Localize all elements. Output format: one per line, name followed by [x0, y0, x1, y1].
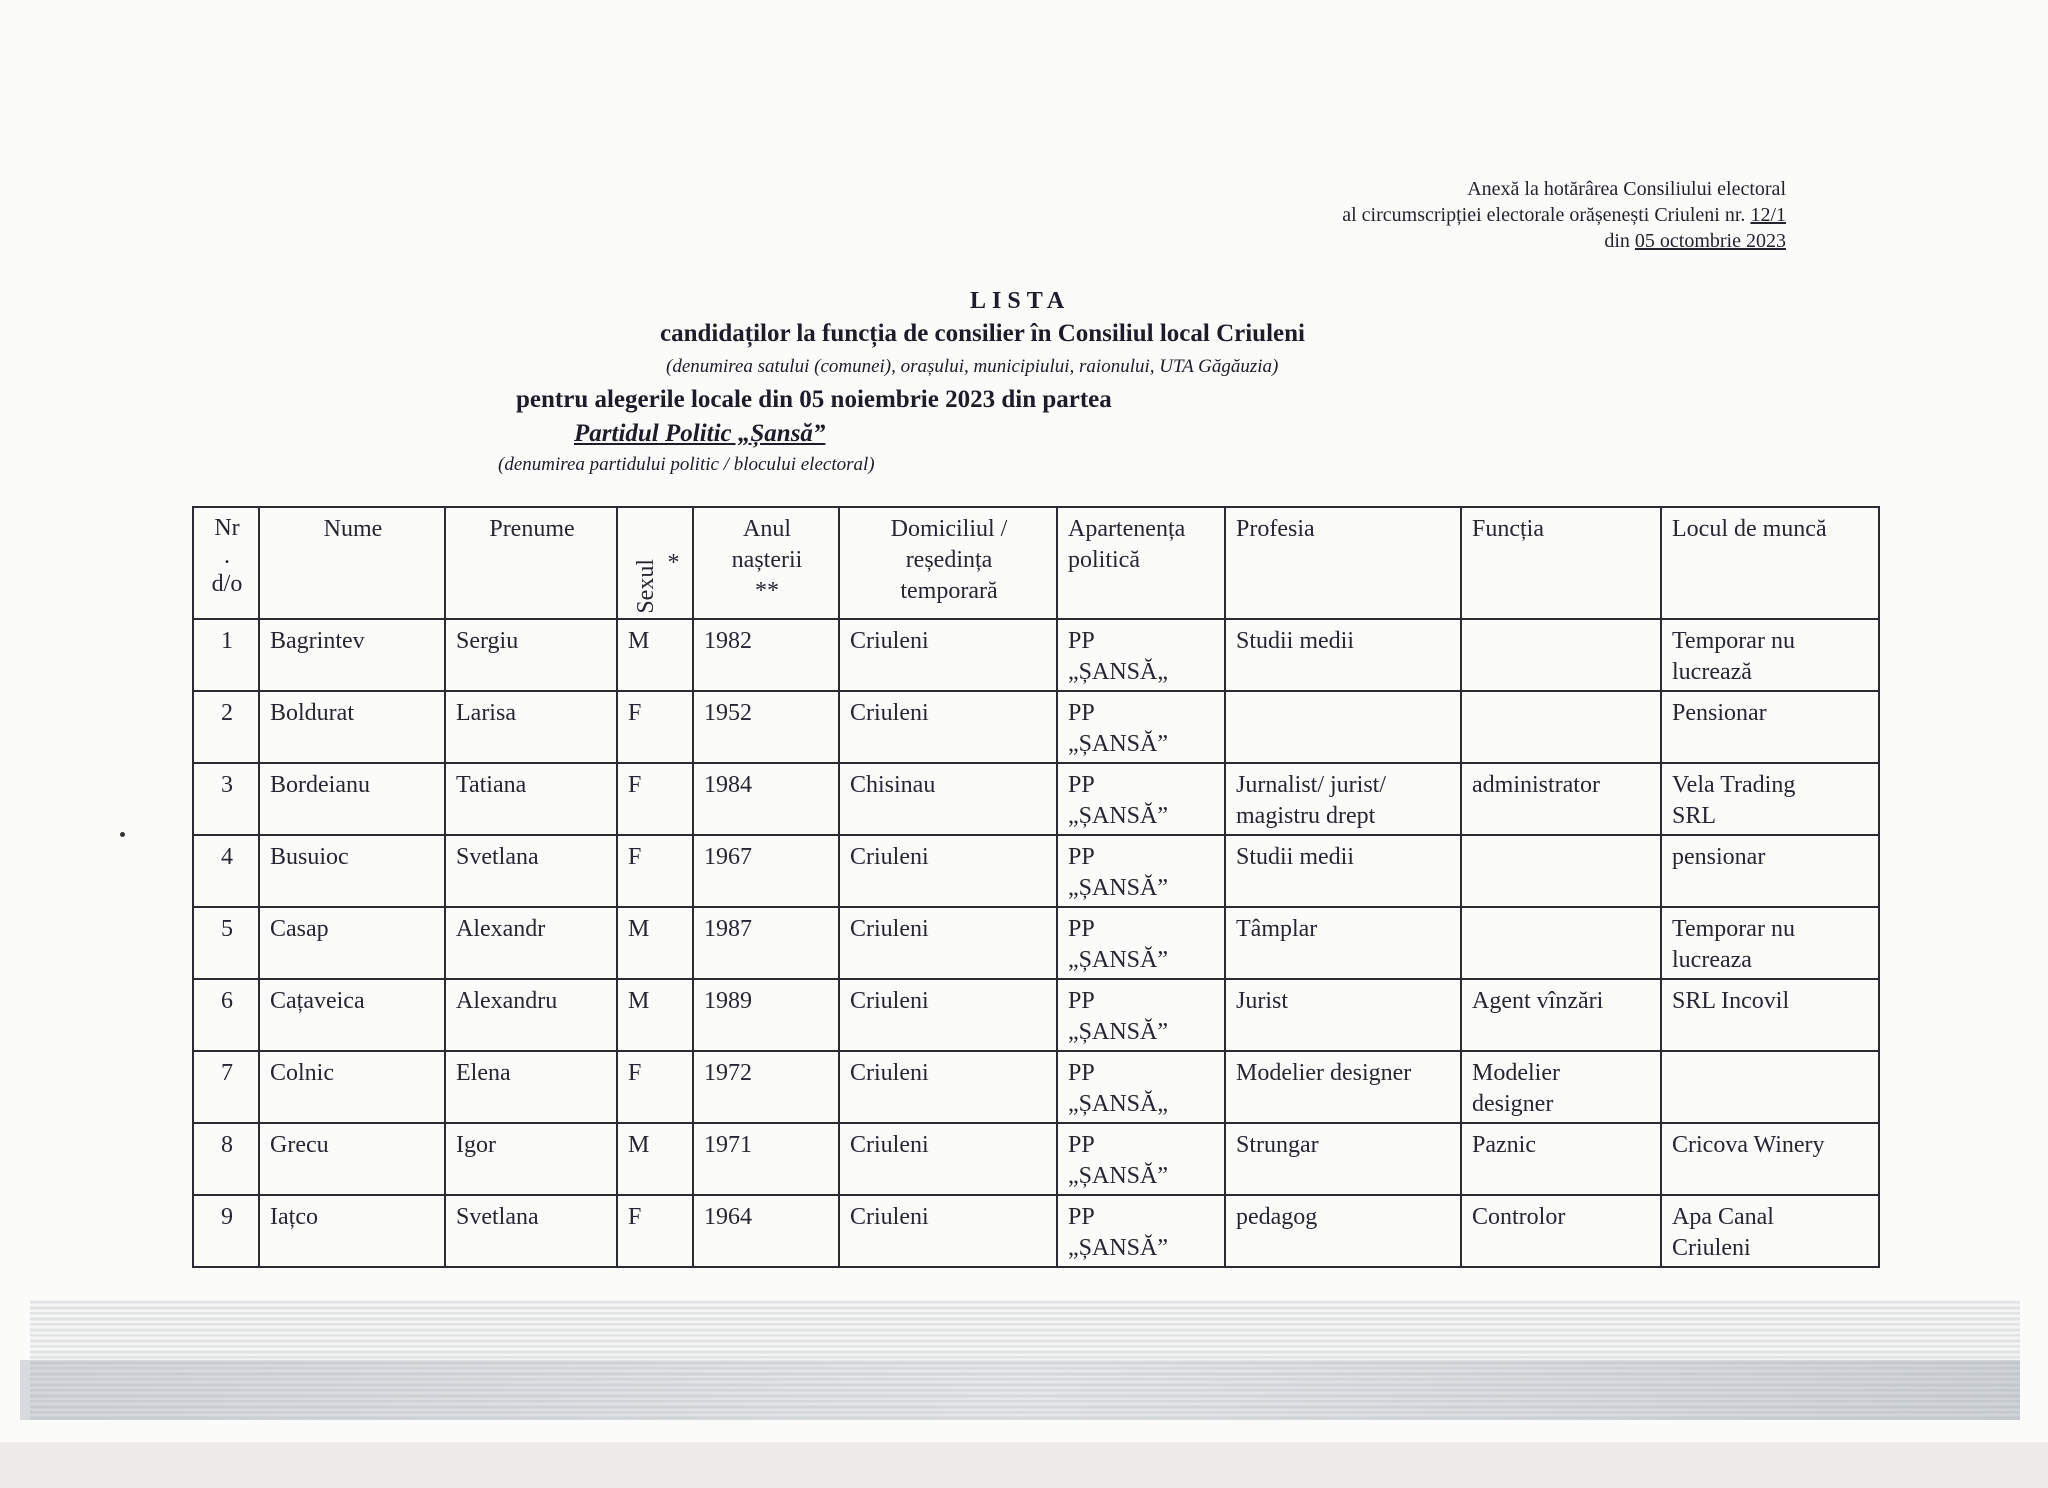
header-prenume: Prenume — [445, 507, 617, 619]
cell-profesia — [1225, 1123, 1461, 1195]
cell-anul-line-1: 1952 — [704, 700, 752, 726]
cell-anul — [693, 691, 839, 763]
cell-nr-line-1: 6 — [221, 988, 233, 1014]
cell-domiciliul — [839, 1195, 1057, 1267]
cell-functia — [1461, 1195, 1661, 1267]
cell-functia — [1461, 763, 1661, 835]
header-anul-line-2: nașterii — [731, 547, 803, 573]
cell-sexul-line-1: M — [628, 916, 650, 942]
cell-sexul — [617, 1195, 693, 1267]
cell-domiciliul — [839, 835, 1057, 907]
cell-sexul-line-1: F — [628, 844, 642, 870]
cell-nr — [193, 619, 259, 691]
cell-profesia — [1225, 1051, 1461, 1123]
cell-profesia-line-1: pedagog — [1236, 1204, 1318, 1230]
cell-domiciliul — [839, 979, 1057, 1051]
cell-apartenenta-line-2: „ȘANSĂ„ — [1068, 1091, 1168, 1117]
header-anul-line-1: Anul — [743, 516, 791, 542]
cell-prenume-line-1: Svetlana — [456, 844, 539, 870]
cell-prenume — [445, 763, 617, 835]
table-row — [193, 1123, 1879, 1195]
cell-prenume-line-1: Sergiu — [456, 628, 519, 654]
header-nume: Nume — [259, 507, 445, 619]
cell-nume — [259, 691, 445, 763]
candidates-table — [192, 506, 1880, 1268]
cell-prenume-line-1: Svetlana — [456, 1204, 539, 1230]
cell-nr-line-1: 9 — [221, 1204, 233, 1230]
cell-nume-line-1: Grecu — [270, 1132, 329, 1158]
cell-sexul — [617, 907, 693, 979]
cell-apartenenta — [1057, 691, 1225, 763]
header-nr-line-2: . — [224, 543, 230, 569]
cell-functia — [1461, 1051, 1661, 1123]
cell-domiciliul-line-1: Criuleni — [850, 1204, 929, 1230]
cell-anul-line-1: 1982 — [704, 628, 752, 654]
cell-locul — [1661, 1123, 1879, 1195]
cell-apartenenta-line-1: PP — [1068, 1060, 1095, 1086]
cell-sexul-line-1: M — [628, 628, 650, 654]
cell-locul-line-1: Temporar nu — [1672, 628, 1795, 654]
cell-profesia-line-1: Jurist — [1236, 988, 1289, 1014]
cell-functia-line-1: Modelier — [1472, 1060, 1560, 1086]
cell-apartenenta — [1057, 907, 1225, 979]
cell-locul-line-2: lucrează — [1672, 659, 1752, 685]
cell-nr — [193, 835, 259, 907]
cell-apartenenta-line-1: PP — [1068, 844, 1095, 870]
cell-apartenenta — [1057, 1195, 1225, 1267]
cell-apartenenta-line-2: „ȘANSĂ” — [1068, 947, 1168, 973]
cell-locul — [1661, 907, 1879, 979]
header-sexul-label: Sexul — [632, 559, 659, 614]
header-functia: Funcția — [1461, 507, 1661, 619]
header-sexul-mark: * — [667, 549, 680, 576]
cell-prenume — [445, 1195, 617, 1267]
cell-sexul-line-1: F — [628, 1060, 642, 1086]
cell-nr — [193, 1123, 259, 1195]
table-row — [193, 1195, 1879, 1267]
cell-prenume — [445, 1051, 617, 1123]
header-domiciliul-line-1: Domiciliul / — [890, 516, 1008, 542]
annex-line-3 — [1342, 228, 1786, 254]
table-row — [193, 979, 1879, 1051]
locality-hint: (denumirea satului (comunei), orașului, municipiului, raionului, UTA Găgăuzia) — [666, 356, 1279, 377]
cell-profesia-line-1: Modelier designer — [1236, 1060, 1412, 1086]
cell-sexul — [617, 691, 693, 763]
cell-sexul — [617, 763, 693, 835]
cell-domiciliul — [839, 619, 1057, 691]
cell-locul-line-1: Temporar nu — [1672, 916, 1795, 942]
cell-prenume — [445, 835, 617, 907]
cell-nr — [193, 907, 259, 979]
cell-domiciliul-line-1: Criuleni — [850, 1132, 929, 1158]
cell-profesia — [1225, 907, 1461, 979]
cell-functia-line-1: Controlor — [1472, 1204, 1566, 1230]
cell-domiciliul-line-1: Criuleni — [850, 844, 929, 870]
annex-header — [1342, 176, 1786, 254]
cell-sexul — [617, 1051, 693, 1123]
annex-line-2 — [1342, 202, 1786, 228]
header-sexul — [617, 507, 693, 619]
cell-apartenenta-line-1: PP — [1068, 988, 1095, 1014]
cell-domiciliul-line-1: Criuleni — [850, 988, 929, 1014]
cell-nr-line-1: 2 — [221, 700, 233, 726]
cell-locul-line-2: Criuleni — [1672, 1235, 1751, 1261]
cell-profesia-line-2: magistru drept — [1236, 803, 1376, 829]
cell-domiciliul-line-1: Criuleni — [850, 916, 929, 942]
cell-functia — [1461, 1123, 1661, 1195]
cell-functia — [1461, 691, 1661, 763]
cell-nr — [193, 1195, 259, 1267]
cell-prenume-line-1: Alexandru — [456, 988, 558, 1014]
cell-functia-line-2: designer — [1472, 1091, 1554, 1117]
cell-domiciliul — [839, 1123, 1057, 1195]
cell-functia-line-1: Agent vînzări — [1472, 988, 1604, 1014]
annex-line-3-text: din — [1604, 230, 1635, 252]
cell-locul — [1661, 835, 1879, 907]
cell-apartenenta-line-2: „ȘANSĂ” — [1068, 731, 1168, 757]
cell-nume-line-1: Busuioc — [270, 844, 349, 870]
cell-nume-line-1: Cațaveica — [270, 988, 365, 1014]
cell-apartenenta-line-2: „ȘANSĂ” — [1068, 1163, 1168, 1189]
header-nr — [193, 507, 259, 619]
cell-locul-line-1: pensionar — [1672, 844, 1766, 870]
cell-anul-line-1: 1989 — [704, 988, 752, 1014]
cell-anul — [693, 907, 839, 979]
header-domiciliul-line-3: temporară — [900, 578, 998, 604]
cell-nume-line-1: Casap — [270, 916, 329, 942]
cell-apartenenta-line-2: „ȘANSĂ” — [1068, 875, 1168, 901]
cell-prenume-line-1: Tatiana — [456, 772, 527, 798]
decision-date: 05 octombrie 2023 — [1634, 230, 1786, 252]
cell-anul-line-1: 1964 — [704, 1204, 752, 1230]
cell-apartenenta-line-1: PP — [1068, 916, 1095, 942]
cell-prenume — [445, 691, 617, 763]
header-apartenenta-line-2: politică — [1068, 547, 1140, 573]
cell-nr-line-1: 4 — [221, 844, 233, 870]
cell-sexul-line-1: F — [628, 1204, 642, 1230]
cell-anul — [693, 1123, 839, 1195]
cell-apartenenta-line-1: PP — [1068, 1132, 1095, 1158]
cell-apartenenta-line-2: „ȘANSĂ” — [1068, 1235, 1168, 1261]
party-hint: (denumirea partidului politic / blocului electoral) — [498, 454, 875, 475]
cell-sexul — [617, 619, 693, 691]
scan-dot — [120, 832, 125, 837]
cell-sexul — [617, 835, 693, 907]
table-row — [193, 907, 1879, 979]
cell-anul — [693, 1051, 839, 1123]
cell-nume — [259, 1051, 445, 1123]
cell-profesia — [1225, 1195, 1461, 1267]
cell-domiciliul-line-1: Criuleni — [850, 700, 929, 726]
cell-apartenenta-line-2: „ȘANSĂ„ — [1068, 659, 1168, 685]
cell-nume — [259, 1123, 445, 1195]
cell-anul-line-1: 1984 — [704, 772, 752, 798]
cell-apartenenta-line-1: PP — [1068, 700, 1095, 726]
cell-nr — [193, 763, 259, 835]
cell-domiciliul-line-1: Criuleni — [850, 628, 929, 654]
cell-domiciliul-line-1: Chisinau — [850, 772, 936, 798]
table-row — [193, 1051, 1879, 1123]
cell-apartenenta-line-1: PP — [1068, 772, 1095, 798]
header-locul: Locul de muncă — [1661, 507, 1879, 619]
cell-anul — [693, 835, 839, 907]
cell-functia — [1461, 907, 1661, 979]
cell-anul — [693, 1195, 839, 1267]
table-row — [193, 691, 1879, 763]
party-name: Partidul Politic „Șansă” — [574, 420, 826, 447]
cell-nr — [193, 691, 259, 763]
cell-apartenenta-line-1: PP — [1068, 628, 1095, 654]
table-row — [193, 763, 1879, 835]
cell-anul-line-1: 1972 — [704, 1060, 752, 1086]
cell-sexul-line-1: F — [628, 700, 642, 726]
table-row — [193, 835, 1879, 907]
annex-line-1: Anexă la hotărârea Consiliului electoral — [1467, 178, 1786, 200]
cell-prenume-line-1: Larisa — [456, 700, 516, 726]
header-domiciliul — [839, 507, 1057, 619]
cell-locul-line-2: SRL — [1672, 803, 1717, 829]
cell-locul — [1661, 1051, 1879, 1123]
header-apartenenta — [1057, 507, 1225, 619]
cell-nume-line-1: Bagrintev — [270, 628, 365, 654]
cell-apartenenta — [1057, 1123, 1225, 1195]
table-body — [193, 619, 1879, 1267]
cell-nume-line-1: Boldurat — [270, 700, 354, 726]
scan-artifact-shade — [20, 1360, 2020, 1420]
cell-nume — [259, 907, 445, 979]
cell-functia — [1461, 619, 1661, 691]
cell-functia — [1461, 835, 1661, 907]
cell-anul — [693, 763, 839, 835]
cell-sexul-line-1: M — [628, 988, 650, 1014]
header-nr-line-3: d/o — [211, 571, 243, 597]
cell-prenume — [445, 979, 617, 1051]
cell-profesia — [1225, 619, 1461, 691]
cell-nr — [193, 979, 259, 1051]
cell-sexul — [617, 1123, 693, 1195]
cell-apartenenta-line-2: „ȘANSĂ” — [1068, 1019, 1168, 1045]
cell-nume — [259, 763, 445, 835]
cell-anul-line-1: 1971 — [704, 1132, 752, 1158]
cell-apartenenta-line-1: PP — [1068, 1204, 1095, 1230]
candidates-line: candidaților la funcția de consilier în Consiliul local Criuleni — [660, 320, 1305, 347]
cell-prenume-line-1: Alexandr — [456, 916, 546, 942]
cell-apartenenta — [1057, 835, 1225, 907]
cell-nr-line-1: 1 — [221, 628, 233, 654]
cell-nume-line-1: Colnic — [270, 1060, 334, 1086]
cell-profesia-line-1: Studii medii — [1236, 844, 1355, 870]
cell-locul — [1661, 691, 1879, 763]
cell-sexul-line-1: F — [628, 772, 642, 798]
page-bottom-edge — [0, 1442, 2048, 1488]
cell-prenume-line-1: Elena — [456, 1060, 511, 1086]
table-header-row — [193, 507, 1879, 619]
cell-profesia — [1225, 763, 1461, 835]
cell-nume-line-1: Bordeianu — [270, 772, 370, 798]
cell-anul — [693, 979, 839, 1051]
cell-nr-line-1: 3 — [221, 772, 233, 798]
cell-nume-line-1: Iațco — [270, 1204, 318, 1230]
decision-number: 12/1 — [1750, 204, 1786, 226]
cell-locul-line-1: Cricova Winery — [1672, 1132, 1825, 1158]
cell-profesia — [1225, 979, 1461, 1051]
cell-nr-line-1: 8 — [221, 1132, 233, 1158]
cell-locul — [1661, 763, 1879, 835]
cell-locul-line-2: lucreaza — [1672, 947, 1752, 973]
header-anul — [693, 507, 839, 619]
cell-profesia-line-1: Strungar — [1236, 1132, 1319, 1158]
cell-prenume-line-1: Igor — [456, 1132, 496, 1158]
cell-nume — [259, 619, 445, 691]
cell-nume — [259, 979, 445, 1051]
election-line: pentru alegerile locale din 05 noiembrie 2023 din partea — [516, 386, 1112, 413]
header-apartenenta-line-1: Apartenența — [1068, 516, 1186, 542]
cell-apartenenta — [1057, 763, 1225, 835]
cell-profesia-line-1: Studii medii — [1236, 628, 1355, 654]
header-anul-line-3: ** — [755, 578, 779, 604]
cell-apartenenta — [1057, 1051, 1225, 1123]
header-profesia: Profesia — [1225, 507, 1461, 619]
cell-sexul — [617, 979, 693, 1051]
cell-locul-line-1: Apa Canal — [1672, 1204, 1774, 1230]
cell-locul-line-1: Vela Trading — [1672, 772, 1796, 798]
cell-prenume — [445, 907, 617, 979]
cell-domiciliul-line-1: Criuleni — [850, 1060, 929, 1086]
cell-anul — [693, 619, 839, 691]
cell-functia-line-1: administrator — [1472, 772, 1600, 798]
cell-nume — [259, 1195, 445, 1267]
cell-nume — [259, 835, 445, 907]
cell-functia — [1461, 979, 1661, 1051]
cell-nr — [193, 1051, 259, 1123]
cell-nr-line-1: 7 — [221, 1060, 233, 1086]
cell-sexul-line-1: M — [628, 1132, 650, 1158]
document-title: LISTA — [970, 288, 1071, 314]
cell-profesia — [1225, 691, 1461, 763]
cell-profesia-line-1: Tâmplar — [1236, 916, 1318, 942]
cell-domiciliul — [839, 1051, 1057, 1123]
cell-functia-line-1: Paznic — [1472, 1132, 1536, 1158]
cell-profesia-line-1: Jurnalist/ jurist/ — [1236, 772, 1386, 798]
cell-locul-line-1: Pensionar — [1672, 700, 1767, 726]
cell-prenume — [445, 619, 617, 691]
cell-anul-line-1: 1967 — [704, 844, 752, 870]
header-nr-line-1: Nr — [214, 515, 240, 541]
cell-apartenenta — [1057, 979, 1225, 1051]
cell-locul-line-1: SRL Incovil — [1672, 988, 1790, 1014]
cell-domiciliul — [839, 691, 1057, 763]
cell-apartenenta-line-2: „ȘANSĂ” — [1068, 803, 1168, 829]
cell-domiciliul — [839, 907, 1057, 979]
cell-anul-line-1: 1987 — [704, 916, 752, 942]
cell-apartenenta — [1057, 619, 1225, 691]
cell-locul — [1661, 1195, 1879, 1267]
cell-locul — [1661, 979, 1879, 1051]
header-domiciliul-line-2: reședința — [905, 547, 993, 573]
cell-locul — [1661, 619, 1879, 691]
cell-domiciliul — [839, 763, 1057, 835]
cell-prenume — [445, 1123, 617, 1195]
annex-line-2-text: al circumscripției electorale orășenești Criuleni nr. — [1342, 204, 1751, 226]
cell-nr-line-1: 5 — [221, 916, 233, 942]
table-row — [193, 619, 1879, 691]
cell-profesia — [1225, 835, 1461, 907]
